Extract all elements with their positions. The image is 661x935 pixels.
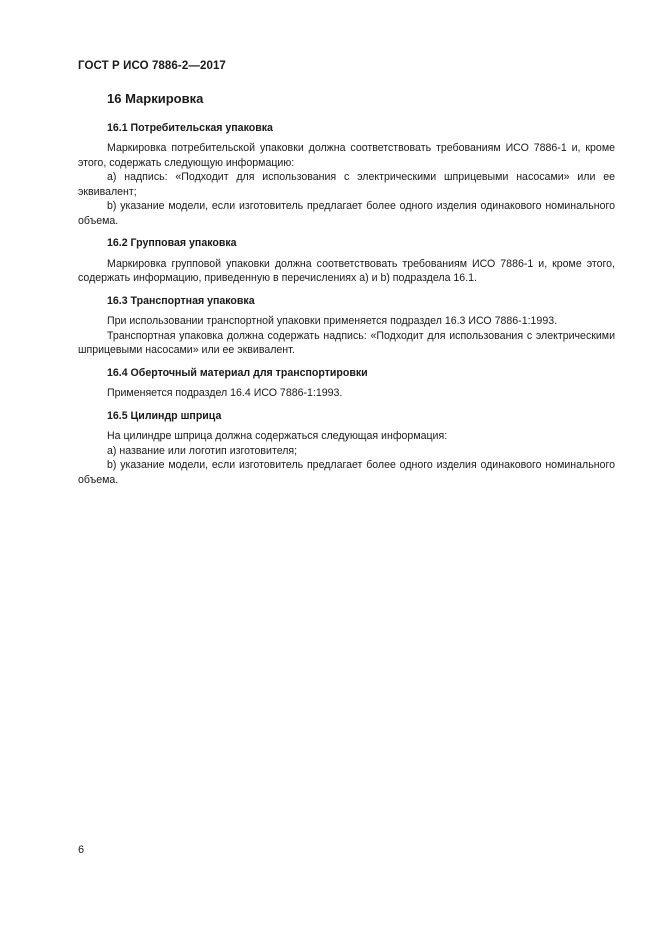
document-body [78,92,615,495]
subsection-16-4 [78,366,615,401]
page-number: 6 [78,844,85,856]
paragraph: Применяется подраздел 16.4 ИСО 7886-1:1993. [107,387,343,399]
subsection-title: 16.4 Оберточный материал для транспортировки [107,366,368,379]
paragraph: На цилиндре шприца должна содержаться следующая информация: [107,430,448,442]
subsection-16-1 [78,121,615,229]
subsection-16-3 [78,294,615,358]
subsection-title: 16.3 Транспортная упаковка [107,294,255,307]
list-item: b) указание модели, если изготовитель предлагает более одного изделия одинакового номинального объема. [78,459,615,486]
paragraph: Маркировка групповой упаковки должна соответствовать требованиям ИСО 7886-1 и, кроме этого, содержать информацию, приведенную в перечислениях a) и b) подраздела 16.1. [78,257,615,284]
subsection-16-5 [78,409,615,488]
subsection-title: 16.5 Цилиндр шприца [107,409,222,422]
subsection-title: 16.1 Потребительская упаковка [107,121,273,134]
document-header: ГОСТ Р ИСО 7886-2—2017 [78,60,226,72]
paragraph: Транспортная упаковка должна содержать надпись: «Подходит для использования с электрическими шприцевыми насосами» или ее эквивалент. [78,329,615,356]
section-title: 16 Маркировка [107,91,204,106]
paragraph: При использовании транспортной упаковки применяется подраздел 16.3 ИСО 7886-1:1993. [107,315,558,327]
list-item: a) надпись: «Подходит для использования с электрическими шприцевыми насосами» или ее эквивалент; [78,171,615,198]
paragraph: Маркировка потребительской упаковки должна соответствовать требованиям ИСО 7886-1 и, кроме этого, содержать следующую информацию: [78,142,615,169]
list-item: a) название или логотип изготовителя; [107,444,298,457]
list-item: b) указание модели, если изготовитель предлагает более одного изделия одинакового номинального объема. [78,200,615,227]
subsection-16-2 [78,236,615,286]
subsection-title: 16.2 Групповая упаковка [107,237,237,249]
